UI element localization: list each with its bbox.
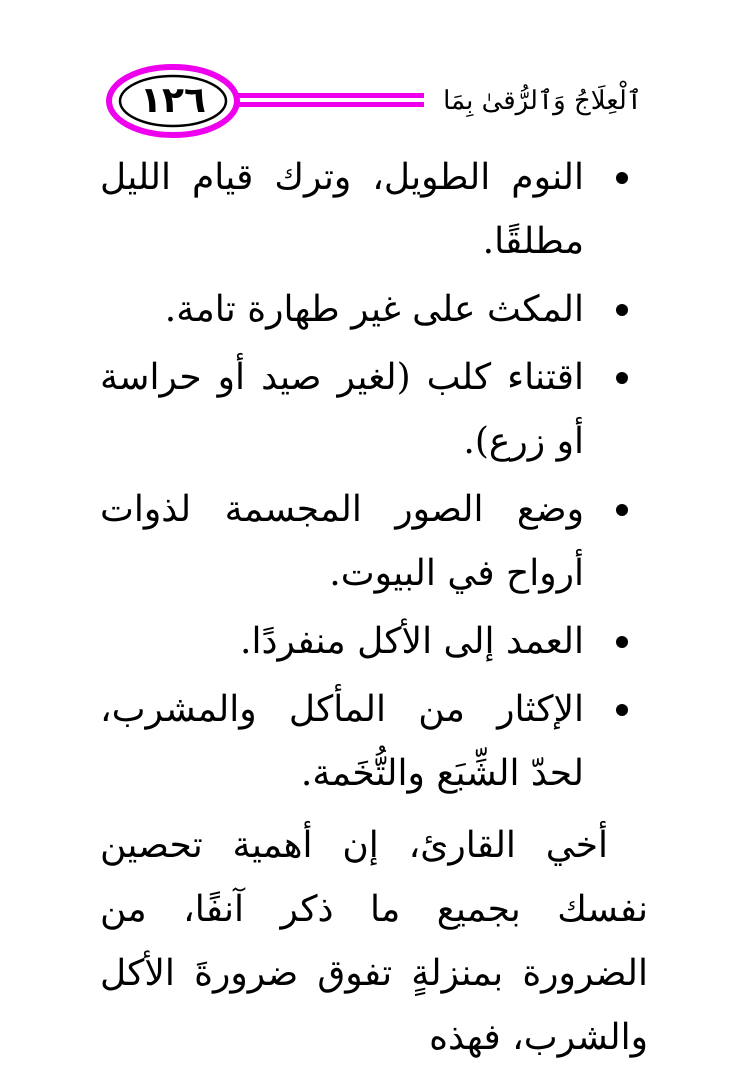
list-item [100,278,648,342]
list-item [100,346,648,474]
list-item [100,678,648,806]
page-number: ١٢٦ [140,80,206,121]
list-item-text: اقتناء كلب (لغير صيد أو حراسة أو زرع). [100,357,584,462]
header-rule [236,93,424,109]
bullet-icon [616,172,628,184]
list-item-text: العمد إلى الأكل منفردًا. [240,621,584,662]
bullet-list [100,146,648,806]
bullet-icon [616,304,628,316]
list-item-text: النوم الطويل، وترك قيام الليل مطلقًا. [100,157,584,262]
page-number-badge [104,62,242,140]
running-title: ٱلْعِلَاجُ وَٱلرُّقىٰ بِمَا [443,86,642,116]
page-body [100,146,648,1070]
list-item-text: وضع الصور المجسمة لذوات أرواح في البيوت. [100,489,584,594]
list-item [100,610,648,674]
header-rule-line-top [236,93,424,98]
bullet-icon [616,636,628,648]
bullet-icon [616,372,628,384]
list-item-text: المكث على غير طهارة تامة. [164,289,584,330]
page-header [104,62,644,140]
bullet-icon [616,504,628,516]
bullet-icon [616,704,628,716]
list-item [100,478,648,606]
list-item [100,146,648,274]
body-paragraph: أخي القارئ، إن أهمية تحصين نفسك بجميع ما ذكر آنفًا، من الضرورة بمنزلةٍ تفوق ضرورةَ الأكل والشرب، فهذه [100,825,648,1058]
list-item-text: الإكثار من المأكل والمشرب، لحدّ الشِّبَع والتُّخَمة. [100,689,584,794]
header-rule-line-bottom [236,102,424,107]
